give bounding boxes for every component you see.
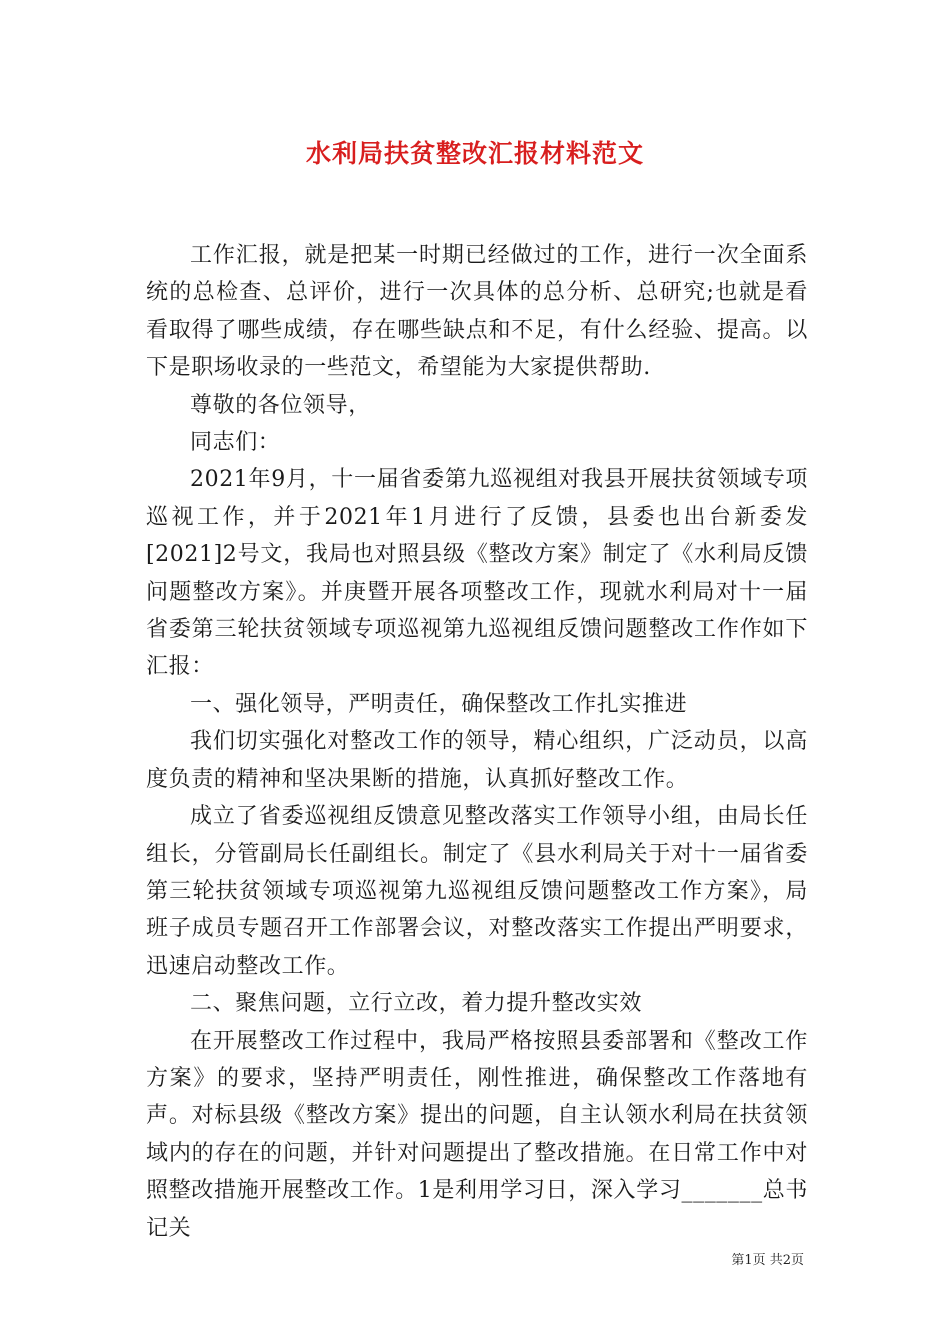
document-title: 水利局扶贫整改汇报材料范文: [305, 139, 644, 168]
section-heading-2: 二、聚焦问题，立行立改，着力提升整改实效: [190, 991, 643, 1017]
paragraph-salutation: 尊敬的各位领导，: [190, 392, 371, 418]
paragraph-rectification: 在开展整改工作过程中，我局严格按照县委部署和《整改工作方案》的要求，坚持严明责任，刚性推进，确保整改工作落地有声。对标县级《整改方案》提出的问题，自主认领水利局在扶贫领域内的存在的问题，并针对问题提出了整改措施。在日常工作中对照整改措施开展整改工作。1是利用学习日，深入学习_______总书记关: [146, 1028, 808, 1241]
paragraph-leadership: 我们切实强化对整改工作的领导，精心组织，广泛动员，以高度负责的精神和坚决果断的措施，认真抓好整改工作。: [146, 729, 808, 792]
paragraph-greeting: 同志们：: [190, 430, 281, 456]
paragraph-background: 2021年9月，十一届省委第九巡视组对我县开展扶贫领域专项巡视工作，并于2021年1月进行了反馈，县委也出台新委发[2021]2号文，我局也对照县级《整改方案》制定了《水利局反馈问题整改方案》。并庚暨开展各项整改工作，现就水利局对十一届省委第三轮扶贫领域专项巡视第九巡视组反馈问题整改工作作如下汇报：: [146, 467, 808, 680]
document-body: [146, 237, 808, 1247]
page-number: 第1页 共2页: [731, 1253, 804, 1268]
paragraph-intro: 工作汇报，就是把某一时期已经做过的工作，进行一次全面系统的总检查、总评价，进行一次具体的总分析、总研究;也就是看看取得了哪些成绩，存在哪些缺点和不足，有什么经验、提高。以下是职场收录的一些范文，希望能为大家提供帮助.: [146, 243, 808, 381]
paragraph-group: 成立了省委巡视组反馈意见整改落实工作领导小组，由局长任组长，分管副局长任副组长。制定了《县水利局关于对十一届省委第三轮扶贫领域专项巡视第九巡视组反馈问题整改工作方案》，局班子成员专题召开工作部署会议，对整改落实工作提出严明要求，迅速启动整改工作。: [146, 804, 808, 979]
section-heading-1: 一、强化领导，严明责任，确保整改工作扎实推进: [190, 691, 688, 717]
